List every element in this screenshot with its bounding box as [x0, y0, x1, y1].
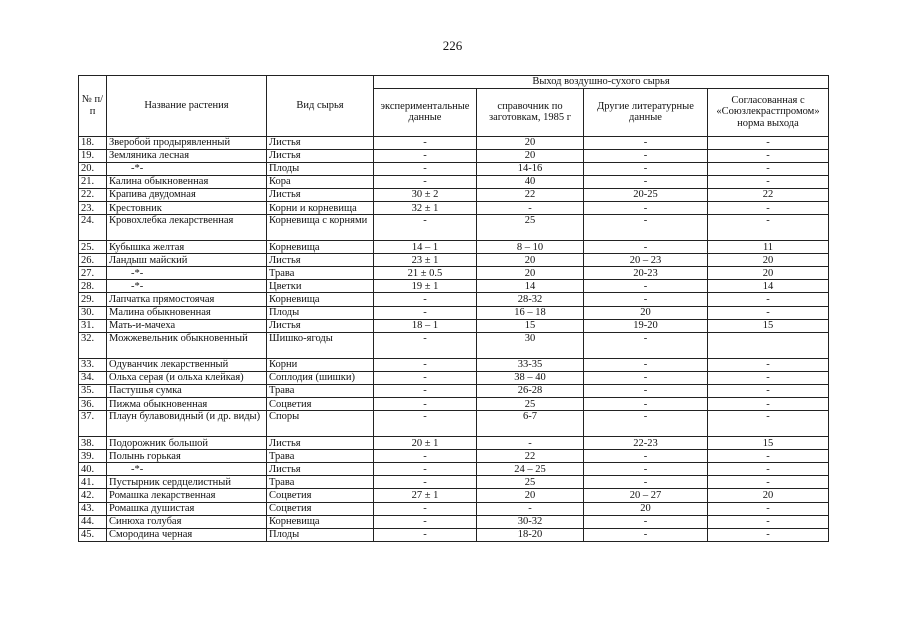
table-row	[79, 267, 829, 280]
lit-value: 22-23	[584, 437, 708, 450]
plant-name: Малина обыкновенная	[107, 306, 267, 319]
agreed-value: -	[708, 306, 829, 319]
table-row	[79, 241, 829, 254]
table-row	[79, 489, 829, 502]
exp-value: -	[374, 358, 477, 371]
exp-value: -	[374, 384, 477, 397]
ref-value: 18-20	[477, 528, 584, 541]
raw-material-type: Споры	[267, 411, 374, 437]
exp-value: 14 – 1	[374, 241, 477, 254]
table-row	[79, 528, 829, 541]
lit-value: -	[584, 293, 708, 306]
row-number: 22.	[79, 188, 107, 201]
ref-value: 20	[477, 489, 584, 502]
ref-value: 26-28	[477, 384, 584, 397]
exp-value: 19 ± 1	[374, 280, 477, 293]
table-row	[79, 254, 829, 267]
exp-value: -	[374, 162, 477, 175]
header-num: № п/п	[79, 76, 107, 137]
table-row	[79, 450, 829, 463]
raw-material-type: Плоды	[267, 306, 374, 319]
ref-value: 14	[477, 280, 584, 293]
row-number: 39.	[79, 450, 107, 463]
ref-value: 25	[477, 476, 584, 489]
table-row	[79, 162, 829, 175]
raw-material-type: Листья	[267, 136, 374, 149]
agreed-value: -	[708, 215, 829, 241]
lit-value: 20 – 27	[584, 489, 708, 502]
row-number: 35.	[79, 384, 107, 397]
lit-value: -	[584, 201, 708, 214]
lit-value: -	[584, 241, 708, 254]
plant-name: Лапчатка прямостоячая	[107, 293, 267, 306]
agreed-value: -	[708, 384, 829, 397]
agreed-value: -	[708, 358, 829, 371]
table-row	[79, 463, 829, 476]
header-ref: справочник по заготовкам, 1985 г	[477, 88, 584, 136]
table-row	[79, 188, 829, 201]
ref-value: 30	[477, 332, 584, 358]
lit-value: -	[584, 136, 708, 149]
ref-value: 38 – 40	[477, 371, 584, 384]
row-number: 37.	[79, 411, 107, 437]
lit-value: -	[584, 371, 708, 384]
table-row	[79, 215, 829, 241]
plant-name: Мать-и-мачеха	[107, 319, 267, 332]
row-number: 30.	[79, 306, 107, 319]
row-number: 45.	[79, 528, 107, 541]
row-number: 23.	[79, 201, 107, 214]
exp-value: -	[374, 398, 477, 411]
plant-name: Ромашка лекарственная	[107, 489, 267, 502]
table-row	[79, 306, 829, 319]
table-row	[79, 411, 829, 437]
exp-value: -	[374, 515, 477, 528]
raw-material-type: Плоды	[267, 162, 374, 175]
raw-material-type: Соцветия	[267, 502, 374, 515]
row-number: 41.	[79, 476, 107, 489]
table-row	[79, 149, 829, 162]
header-yield-group: Выход воздушно-сухого сырья	[374, 76, 829, 89]
header-name: Название растения	[107, 76, 267, 137]
table-row	[79, 384, 829, 397]
agreed-value: 11	[708, 241, 829, 254]
agreed-value: 15	[708, 437, 829, 450]
row-number: 21.	[79, 175, 107, 188]
exp-value: -	[374, 136, 477, 149]
exp-value: 30 ± 2	[374, 188, 477, 201]
page-number: 226	[442, 38, 463, 53]
agreed-value: -	[708, 528, 829, 541]
raw-material-type: Листья	[267, 149, 374, 162]
exp-value: -	[374, 175, 477, 188]
raw-material-type: Корневища	[267, 515, 374, 528]
plant-name: Калина обыкновенная	[107, 175, 267, 188]
raw-material-type: Трава	[267, 450, 374, 463]
raw-material-type: Листья	[267, 463, 374, 476]
row-number: 28.	[79, 280, 107, 293]
exp-value: 32 ± 1	[374, 201, 477, 214]
agreed-value: -	[708, 463, 829, 476]
lit-value: -	[584, 398, 708, 411]
plant-name: -*-	[107, 280, 267, 293]
row-number: 44.	[79, 515, 107, 528]
table-body	[79, 136, 829, 541]
plant-name: Крестовник	[107, 201, 267, 214]
row-number: 18.	[79, 136, 107, 149]
row-number: 20.	[79, 162, 107, 175]
exp-value: 18 – 1	[374, 319, 477, 332]
agreed-value: -	[708, 293, 829, 306]
lit-value: 20	[584, 502, 708, 515]
lit-value: -	[584, 463, 708, 476]
agreed-value: 20	[708, 489, 829, 502]
row-number: 38.	[79, 437, 107, 450]
lit-value: -	[584, 175, 708, 188]
lit-value: -	[584, 450, 708, 463]
plant-name: Пижма обыкновенная	[107, 398, 267, 411]
row-number: 25.	[79, 241, 107, 254]
plant-name: Подорожник большой	[107, 437, 267, 450]
agreed-value: -	[708, 162, 829, 175]
ref-value: 20	[477, 254, 584, 267]
table-row	[79, 437, 829, 450]
lit-value: -	[584, 280, 708, 293]
row-number: 33.	[79, 358, 107, 371]
table-row	[79, 136, 829, 149]
raw-material-type: Корневища	[267, 241, 374, 254]
raw-material-type: Трава	[267, 476, 374, 489]
agreed-value: -	[708, 515, 829, 528]
raw-material-type: Трава	[267, 267, 374, 280]
row-number: 42.	[79, 489, 107, 502]
exp-value: -	[374, 293, 477, 306]
exp-value: 20 ± 1	[374, 437, 477, 450]
lit-value: 20-25	[584, 188, 708, 201]
row-number: 43.	[79, 502, 107, 515]
raw-material-type: Кора	[267, 175, 374, 188]
agreed-value: 20	[708, 267, 829, 280]
raw-material-type: Корни и корневища	[267, 201, 374, 214]
exp-value: 23 ± 1	[374, 254, 477, 267]
ref-value: 30-32	[477, 515, 584, 528]
plant-name: Смородина черная	[107, 528, 267, 541]
ref-value: 6-7	[477, 411, 584, 437]
agreed-value: -	[708, 149, 829, 162]
agreed-value: -	[708, 371, 829, 384]
ref-value: -	[477, 502, 584, 515]
table-row	[79, 175, 829, 188]
plant-name: Кровохлебка лекарственная	[107, 215, 267, 241]
lit-value: -	[584, 149, 708, 162]
plant-name: -*-	[107, 162, 267, 175]
ref-value: 16 – 18	[477, 306, 584, 319]
plant-name: Можжевельник обыкновенный	[107, 332, 267, 358]
raw-material-type: Соцветия	[267, 489, 374, 502]
table-row	[79, 515, 829, 528]
plant-name: Земляника лесная	[107, 149, 267, 162]
table-row	[79, 398, 829, 411]
agreed-value: -	[708, 476, 829, 489]
agreed-value: -	[708, 398, 829, 411]
row-number: 24.	[79, 215, 107, 241]
exp-value: -	[374, 149, 477, 162]
ref-value: 15	[477, 319, 584, 332]
ref-value: -	[477, 437, 584, 450]
table-row	[79, 332, 829, 358]
ref-value: 25	[477, 215, 584, 241]
raw-material-type: Шишко-ягоды	[267, 332, 374, 358]
plant-name: Синюха голубая	[107, 515, 267, 528]
lit-value: -	[584, 332, 708, 358]
agreed-value: -	[708, 450, 829, 463]
ref-value: 22	[477, 450, 584, 463]
plant-name: -*-	[107, 463, 267, 476]
agreed-value: 14	[708, 280, 829, 293]
agreed-value: -	[708, 136, 829, 149]
agreed-value: -	[708, 175, 829, 188]
table-row	[79, 280, 829, 293]
lit-value: -	[584, 476, 708, 489]
ref-value: 22	[477, 188, 584, 201]
ref-value: 20	[477, 267, 584, 280]
plant-name: Ромашка душистая	[107, 502, 267, 515]
lit-value: 20 – 23	[584, 254, 708, 267]
raw-material-type: Соплодия (шишки)	[267, 371, 374, 384]
raw-material-type: Листья	[267, 437, 374, 450]
exp-value: 27 ± 1	[374, 489, 477, 502]
exp-value: 21 ± 0.5	[374, 267, 477, 280]
row-number: 31.	[79, 319, 107, 332]
plant-name: Зверобой продырявленный	[107, 136, 267, 149]
table-row	[79, 502, 829, 515]
lit-value: 20	[584, 306, 708, 319]
table-row	[79, 293, 829, 306]
plant-name: -*-	[107, 267, 267, 280]
lit-value: 20-23	[584, 267, 708, 280]
ref-value: 24 – 25	[477, 463, 584, 476]
raw-material-type: Плоды	[267, 528, 374, 541]
agreed-value: -	[708, 201, 829, 214]
plant-name: Плаун булавовидный (и др. виды)	[107, 411, 267, 437]
lit-value: 19-20	[584, 319, 708, 332]
row-number: 40.	[79, 463, 107, 476]
raw-material-type: Корневища	[267, 293, 374, 306]
plant-name: Ландыш майский	[107, 254, 267, 267]
ref-value: -	[477, 201, 584, 214]
header-exp: экспериментальные данные	[374, 88, 477, 136]
lit-value: -	[584, 358, 708, 371]
ref-value: 20	[477, 149, 584, 162]
ref-value: 40	[477, 175, 584, 188]
ref-value: 14-16	[477, 162, 584, 175]
lit-value: -	[584, 162, 708, 175]
plant-name: Полынь горькая	[107, 450, 267, 463]
agreed-value: 22	[708, 188, 829, 201]
row-number: 29.	[79, 293, 107, 306]
exp-value: -	[374, 332, 477, 358]
exp-value: -	[374, 215, 477, 241]
header-lit: Другие литературные данные	[584, 88, 708, 136]
table-row	[79, 358, 829, 371]
row-number: 32.	[79, 332, 107, 358]
agreed-value	[708, 332, 829, 358]
lit-value: -	[584, 384, 708, 397]
lit-value: -	[584, 215, 708, 241]
raw-material-type: Листья	[267, 188, 374, 201]
plant-name: Крапива двудомная	[107, 188, 267, 201]
exp-value: -	[374, 502, 477, 515]
agreed-value: -	[708, 502, 829, 515]
exp-value: -	[374, 528, 477, 541]
row-number: 27.	[79, 267, 107, 280]
exp-value: -	[374, 411, 477, 437]
table-row	[79, 201, 829, 214]
raw-material-type: Трава	[267, 384, 374, 397]
raw-material-type: Корни	[267, 358, 374, 371]
row-number: 19.	[79, 149, 107, 162]
plant-name: Пустырник сердцелистный	[107, 476, 267, 489]
lit-value: -	[584, 528, 708, 541]
exp-value: -	[374, 306, 477, 319]
row-number: 26.	[79, 254, 107, 267]
plant-name: Одуванчик лекарственный	[107, 358, 267, 371]
table-row	[79, 319, 829, 332]
exp-value: -	[374, 463, 477, 476]
header-agreed: Согласованная с «Союзлекрастпромом» норма выхода	[708, 88, 829, 136]
raw-material-type: Корневища с корнями	[267, 215, 374, 241]
ref-value: 33-35	[477, 358, 584, 371]
agreed-value: 20	[708, 254, 829, 267]
raw-material-type: Соцветия	[267, 398, 374, 411]
plant-name: Кубышка желтая	[107, 241, 267, 254]
plant-yield-table	[78, 75, 829, 542]
row-number: 36.	[79, 398, 107, 411]
raw-material-type: Листья	[267, 319, 374, 332]
plant-name: Пастушья сумка	[107, 384, 267, 397]
agreed-value: -	[708, 411, 829, 437]
ref-value: 8 – 10	[477, 241, 584, 254]
table-row	[79, 476, 829, 489]
raw-material-type: Листья	[267, 254, 374, 267]
row-number: 34.	[79, 371, 107, 384]
table-row	[79, 371, 829, 384]
exp-value: -	[374, 450, 477, 463]
ref-value: 20	[477, 136, 584, 149]
exp-value: -	[374, 476, 477, 489]
raw-material-type: Цветки	[267, 280, 374, 293]
lit-value: -	[584, 411, 708, 437]
plant-name: Ольха серая (и ольха клейкая)	[107, 371, 267, 384]
ref-value: 25	[477, 398, 584, 411]
ref-value: 28-32	[477, 293, 584, 306]
exp-value: -	[374, 371, 477, 384]
header-type: Вид сырья	[267, 76, 374, 137]
agreed-value: 15	[708, 319, 829, 332]
lit-value: -	[584, 515, 708, 528]
